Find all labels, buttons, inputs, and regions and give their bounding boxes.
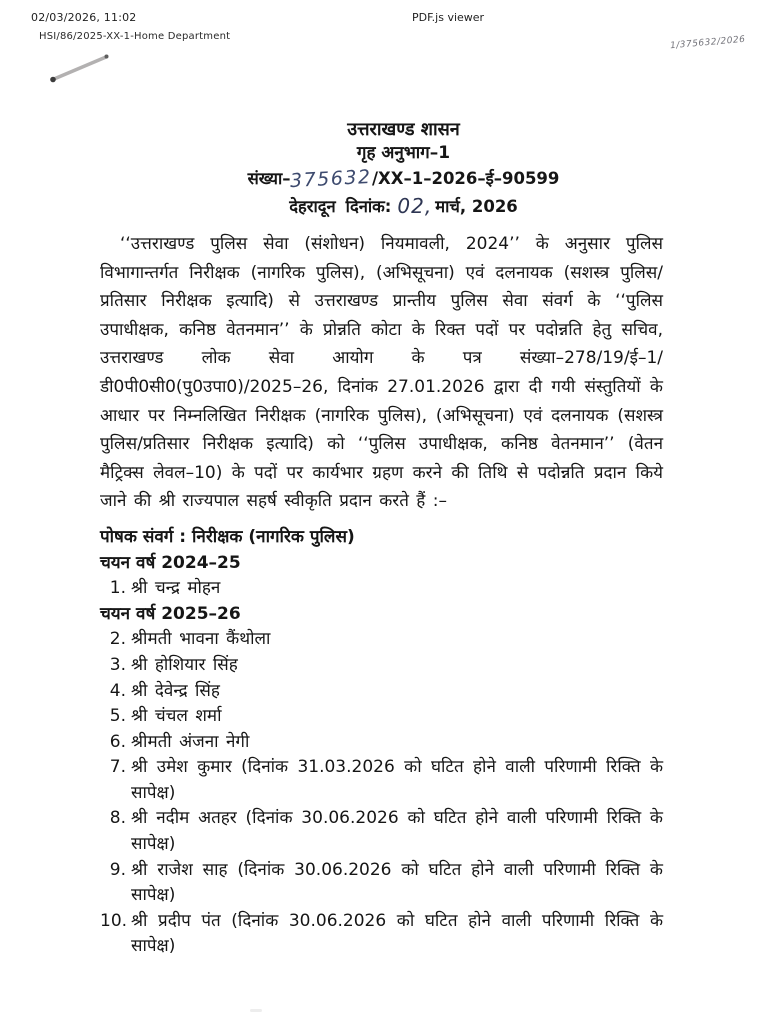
print-datetime: 02/03/2026, 11:02 — [31, 11, 137, 24]
roster-item-number: 10. — [100, 910, 128, 931]
promotion-roster — [100, 525, 663, 960]
roster-item-text: श्रीमती भावना कैंथोला — [131, 629, 271, 650]
roster-item — [100, 627, 663, 653]
government-title: उत्तराखण्ड शासन — [347, 119, 460, 140]
roster-item — [100, 730, 663, 756]
roster-item-number: 3. — [109, 654, 126, 675]
roster-item-text: श्रीमती अंजना नेगी — [131, 731, 250, 752]
department-section: गृह अनुभाग–1 — [356, 143, 451, 163]
roster-item-text: श्री उमेश कुमार (दिनांक 31.03.2026 को घटित होने वाली परिणामी रिक्ति के सापेक्ष) — [131, 757, 663, 803]
roster-item-text: श्री चंचल शर्मा — [131, 706, 222, 727]
roster-item — [100, 858, 663, 909]
roster-item — [100, 909, 663, 960]
selection-year-2024-heading: चयन वर्ष 2024–25 — [100, 552, 241, 573]
letter-number-prefix: संख्या– — [247, 169, 291, 188]
pdf-viewer-title: PDF.js viewer — [412, 11, 485, 24]
roster-item-text: श्री राजेश साह (दिनांक 30.06.2026 को घटित होने वाली परिणामी रिक्ति के सापेक्ष) — [131, 859, 663, 906]
roster-item — [100, 704, 663, 730]
cadre-heading: पोषक संवर्ग : निरीक्षक (नागरिक पुलिस) — [100, 526, 355, 547]
roster-item — [100, 806, 663, 857]
roster-item-text: श्री प्रदीप पंत (दिनांक 30.06.2026 को घटित होने वाली परिणामी रिक्ति के सापेक्ष) — [131, 910, 663, 957]
roster-item-text: श्री नदीम अतहर (दिनांक 30.06.2026 को घटित होने वाली परिणामी रिक्ति के सापेक्ष) — [131, 808, 663, 855]
roster-item — [100, 576, 663, 602]
roster-item-number: 7. — [109, 757, 126, 778]
body-paragraph: ‘‘उत्तराखण्ड पुलिस सेवा (संशोधन) नियमावली, 2024’’ के अनुसार पुलिस विभागान्तर्गत निरीक्षक (नागरिक पुलिस), (अभिसूचना) एवं दलनायक (सशस्त्र पुलिस/प्रतिसार निरीक्षक इत्यादि) से उत्तराखण्ड प्रान्तीय पुलिस सेवा संवर्ग के ‘‘पुलिस उपाधीक्षक, कनिष्ठ वेतनमान’’ के प्रोन्नति कोटा के रिक्त पदों पर पदोन्नति हेतु सचिव, उत्तराखण्ड लोक सेवा आयोग के पत्र संख्या–278/19/ई–1/डी0पी0सी0(पु0उपा0)/2025–26, दिनांक 27.01.2026 द्वारा दी गयी संस्तुतियों के आधार पर निम्नलिखित निरीक्षक (नागरिक पुलिस), (अभिसूचना) एवं दलनायक (सशस्त्र पुलिस/प्रतिसार निरीक्षक इत्यादि) को ‘‘पुलिस उपाधीक्षक, कनिष्ठ वेतनमान’’ (वेतन मैट्रिक्स लेवल–10) के पदों पर कार्यभार ग्रहण करने की तिथि से पदोन्नति प्रदान किये जाने की श्री राज्यपाल सहर्ष स्वीकृति प्रदान करते हैं :– — [100, 234, 663, 512]
letter-date-line — [122, 192, 685, 220]
roster-item-number: 4. — [109, 680, 126, 701]
handwritten-file-number: 1/375632/2026 — [669, 34, 746, 52]
roster-item-number: 1. — [109, 578, 126, 599]
roster-item-text: श्री होशियार सिंह — [131, 654, 238, 675]
letter-number-rest: /XX–1–2026–ई–90599 — [372, 169, 560, 188]
handwritten-date: 02, — [397, 194, 433, 218]
date-rest: मार्च, 2026 — [435, 197, 518, 216]
roster-item-number: 8. — [109, 808, 126, 829]
date-label: दिनांक: — [345, 197, 392, 216]
letterhead — [122, 118, 685, 220]
roster-item — [100, 679, 663, 705]
roster-item-number: 6. — [109, 731, 126, 752]
pen-stroke-mark — [42, 48, 120, 88]
roster-item — [100, 653, 663, 679]
place-label: देहरादून — [289, 197, 336, 216]
roster-item-number: 5. — [109, 706, 126, 727]
scan-smudge — [250, 1009, 262, 1012]
letter-number-line — [122, 165, 685, 192]
roster-item — [100, 755, 663, 806]
selection-year-2025-heading: चयन वर्ष 2025–26 — [100, 603, 241, 624]
roster-item-number: 9. — [109, 859, 126, 880]
letter-content — [100, 118, 663, 960]
file-reference: HSI/86/2025-XX-1-Home Department — [39, 31, 231, 42]
handwritten-letter-number: 375632 — [290, 165, 373, 193]
roster-item-number: 2. — [109, 629, 126, 650]
roster-item-text: श्री चन्द्र मोहन — [131, 578, 221, 599]
roster-item-text: श्री देवेन्द्र सिंह — [131, 680, 220, 701]
